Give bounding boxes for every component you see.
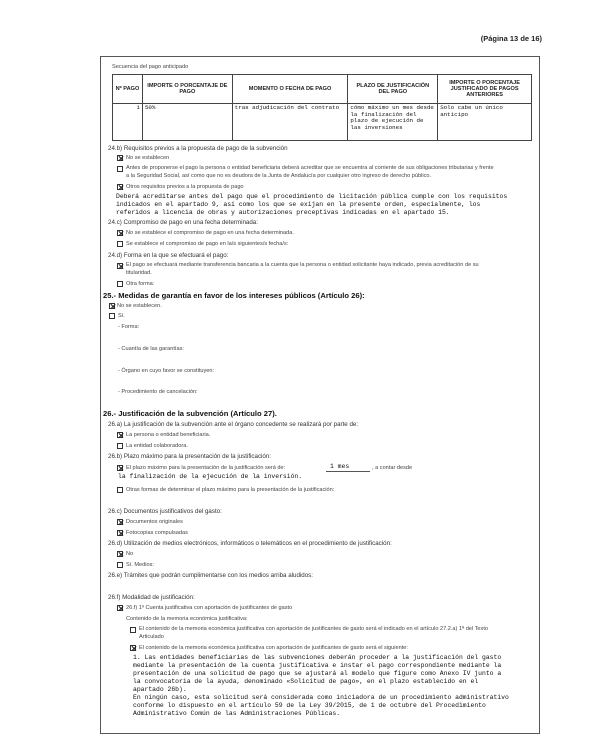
requirements-text: referidos a licencia de obras y autorizaciones preceptivas indicadas en el apartado 15.: [116, 209, 450, 216]
checkbox-24c-no[interactable]: [117, 230, 123, 236]
checkbox-label: Fotocopias compulsadas: [126, 530, 188, 536]
section-25-title: 25.- Medidas de garantía en favor de los intereses públicos (Artículo 26):: [103, 291, 365, 300]
memory-text: presentación de una solicitud de pago que se ajustará al modelo que figure como Anexo IV junto a: [133, 670, 502, 677]
table-cell: tras adjudicación del contrato: [232, 104, 348, 141]
checkbox-26f-account[interactable]: [117, 605, 123, 611]
memory-text: mediante la presentación de la cuenta justificativa e instar el pago correspondiente mediante la: [133, 662, 502, 669]
checkbox-label: No: [126, 551, 134, 557]
section-26d-title: 26.d) Utilización de medios electrónicos, informáticos o telemáticos en el procedimiento de justificación:: [108, 540, 392, 547]
section-24b-title: 24.b) Requisitos previos a la propuesta de pago de la subvención: [108, 145, 288, 152]
memory-text: apartado 26b).: [133, 686, 187, 693]
checkbox-24d-transfer[interactable]: [117, 263, 123, 269]
guarantee-organ-label: - Órgano en cuyo favor se constituyen:: [118, 368, 215, 374]
checkbox-label: El contenido de la memoria económica justificativa con aportación de justificantes de gasto será el indicado en el artículo 27.2.a) 1ª del Texto: [139, 626, 488, 632]
column-header: IMPORTE O PORCENTAJE DE PAGO: [142, 75, 232, 104]
checkbox-label: Antes de proponerse el pago la persona o entidad beneficiaria deberá acreditar que se encuentra al corriente de sus obligaciones tributarias y frente: [126, 165, 494, 171]
section-26-title: 26.- Justificación de la subvención (Artículo 27).: [103, 409, 277, 418]
checkbox-label: La entidad colaboradora.: [126, 443, 188, 449]
checkbox-25-yes[interactable]: [109, 313, 115, 319]
checkbox-label: El contenido de la memoria económica justificativa con aportación de justificantes de gasto será el siguiente:: [139, 645, 408, 651]
checkbox-24c-yes[interactable]: [117, 241, 123, 247]
section-24d-title: 24.d) Forma en la que se efectuará el pago:: [108, 252, 229, 259]
checkbox-26c-originals[interactable]: [117, 519, 123, 525]
checkbox-24b-prior[interactable]: [117, 166, 123, 172]
checkbox-label: El pago se efectuará mediante transferencia bancaria a la cuenta que la persona o entidad solicitante haya indicado, previa acreditación de su: [126, 262, 479, 268]
payment-sequence-table: [112, 74, 532, 141]
section-26a-title: 26.a) La justificación de la subvención ante el órgano concedente se realizará por parte de:: [108, 421, 359, 428]
checkbox-label: Documentos originales: [126, 519, 183, 525]
checkbox-label: Otras formas de determinar el plazo máximo para la presentación de la justificación:: [126, 487, 335, 493]
checkbox-26b-deadline[interactable]: [117, 465, 123, 471]
memory-text: 1. Las entidades beneficiarias de las subvenciones deberán proceder a la justificación del gasto: [133, 654, 502, 661]
section-26f-title: 26.f) Modalidad de justificación:: [108, 594, 195, 601]
checkbox-24b-none[interactable]: [117, 155, 123, 161]
deadline-value: 1 mes: [330, 463, 350, 470]
table-cell: 1: [113, 104, 143, 141]
checkbox-label: 26.f) 1º Cuenta justificativa con aportación de justificantes de gasto: [126, 605, 293, 611]
section-24c-title: 24.c) Compromiso de pago en una fecha determinada:: [108, 219, 258, 226]
memory-text: En ningún caso, esta solicitud será considerada como iniciadora de un procedimiento administrativo: [133, 694, 509, 701]
table-cell: cómo máximo un mes desde la finalización del plazo de ejecución de las inversiones: [348, 104, 438, 141]
requirements-text: Deberá acreditarse antes del pago que el procedimiento de licitación pública cumple con los requisitos: [116, 193, 508, 200]
table-cell: 50%: [142, 104, 232, 141]
column-header: Nº PAGO: [113, 75, 143, 104]
memory-content-label: Contenido de la memoria económica justificativa:: [126, 616, 248, 622]
checkbox-25-none[interactable]: [109, 303, 115, 309]
checkbox-26b-other[interactable]: [117, 487, 123, 493]
checkbox-26f-custom[interactable]: [130, 645, 136, 651]
checkbox-label: Otra forma:: [126, 281, 155, 287]
table-header-row: [113, 75, 532, 104]
payment-sequence-title: Secuencia del pago anticipado: [112, 64, 189, 70]
checkbox-label: No se establecen.: [117, 303, 162, 309]
checkbox-label: El plazo máximo para la presentación de la justificación será de:: [126, 465, 286, 471]
page-number: (Página 13 de 16): [480, 34, 542, 43]
checkbox-26a-collaborator[interactable]: [117, 443, 123, 449]
checkbox-label: Sí. Medios:: [126, 562, 154, 568]
checkbox-label: La persona o entidad beneficiaria.: [126, 432, 211, 438]
checkbox-26a-beneficiary[interactable]: [117, 432, 123, 438]
table-cell: Solo cabe un único anticipo: [438, 104, 532, 141]
memory-text: la convocatoria de la ayuda, denominado «Solicitud de pago», en el plazo establecido en el: [133, 678, 479, 685]
checkbox-label: Sí.: [118, 313, 125, 319]
checkbox-26d-yes[interactable]: [117, 562, 123, 568]
guarantee-form-label: - Forma:: [118, 324, 140, 330]
checkbox-label: Se establece el compromiso de pago en la/s siguientes/s fecha/s:: [126, 241, 289, 247]
checkbox-26c-copies[interactable]: [117, 530, 123, 536]
guarantee-amount-label: - Cuantía de las garantías:: [118, 346, 184, 352]
checkbox-label: titularidad.: [126, 270, 152, 276]
deadline-value-underline: [326, 471, 370, 472]
checkbox-24d-other[interactable]: [117, 281, 123, 287]
column-header: MOMENTO O FECHA DE PAGO: [232, 75, 348, 104]
section-26b-title: 26.b) Plazo máximo para la presentación de la justificación:: [108, 453, 272, 460]
checkbox-label: No se establecen: [126, 155, 170, 161]
column-header: PLAZO DE JUSTIFICACIÓN DEL PAGO: [348, 75, 438, 104]
memory-text: conforme lo dispuesto en el artículo 59 de la Ley 39/2015, de 1 de octubre del Procedimiento: [133, 702, 486, 709]
column-header: IMPORTE O PORCENTAJE JUSTIFICADO DE PAGOS ANTERIORES: [438, 75, 532, 104]
checkbox-label: a la Seguridad Social, así como que no es deudora de la Junta de Andalucía por cualquier otro ingreso de derecho público.: [126, 173, 432, 179]
requirements-text: indicados en el apartado 9, así como los que se exijan en la presente orden, especialmente, los: [116, 201, 481, 208]
checkbox-26d-no[interactable]: [117, 551, 123, 557]
section-26c-title: 26.c) Documentos justificativos del gasto:: [108, 508, 222, 515]
table-row: [113, 104, 532, 141]
checkbox-label: No se establece el compromiso de pago en una fecha determinada.: [126, 230, 294, 236]
checkbox-26f-article[interactable]: [130, 627, 136, 633]
section-26e-title: 26.e) Trámites que podrán cumplimentarse con los medios arriba aludidos:: [108, 572, 313, 579]
checkbox-label: , a contar desde: [372, 465, 413, 471]
memory-text: Administrativo Común de las Administraciones Públicas.: [133, 710, 341, 717]
checkbox-24b-other[interactable]: [117, 184, 123, 190]
checkbox-label: Otros requisitos previos a la propuesta de pago: [126, 184, 244, 190]
deadline-from-text: la finalización de la ejecución de la inversión.: [118, 473, 303, 480]
guarantee-cancellation-label: - Procedimiento de cancelación:: [118, 389, 198, 395]
checkbox-label: Articulado: [139, 634, 164, 640]
